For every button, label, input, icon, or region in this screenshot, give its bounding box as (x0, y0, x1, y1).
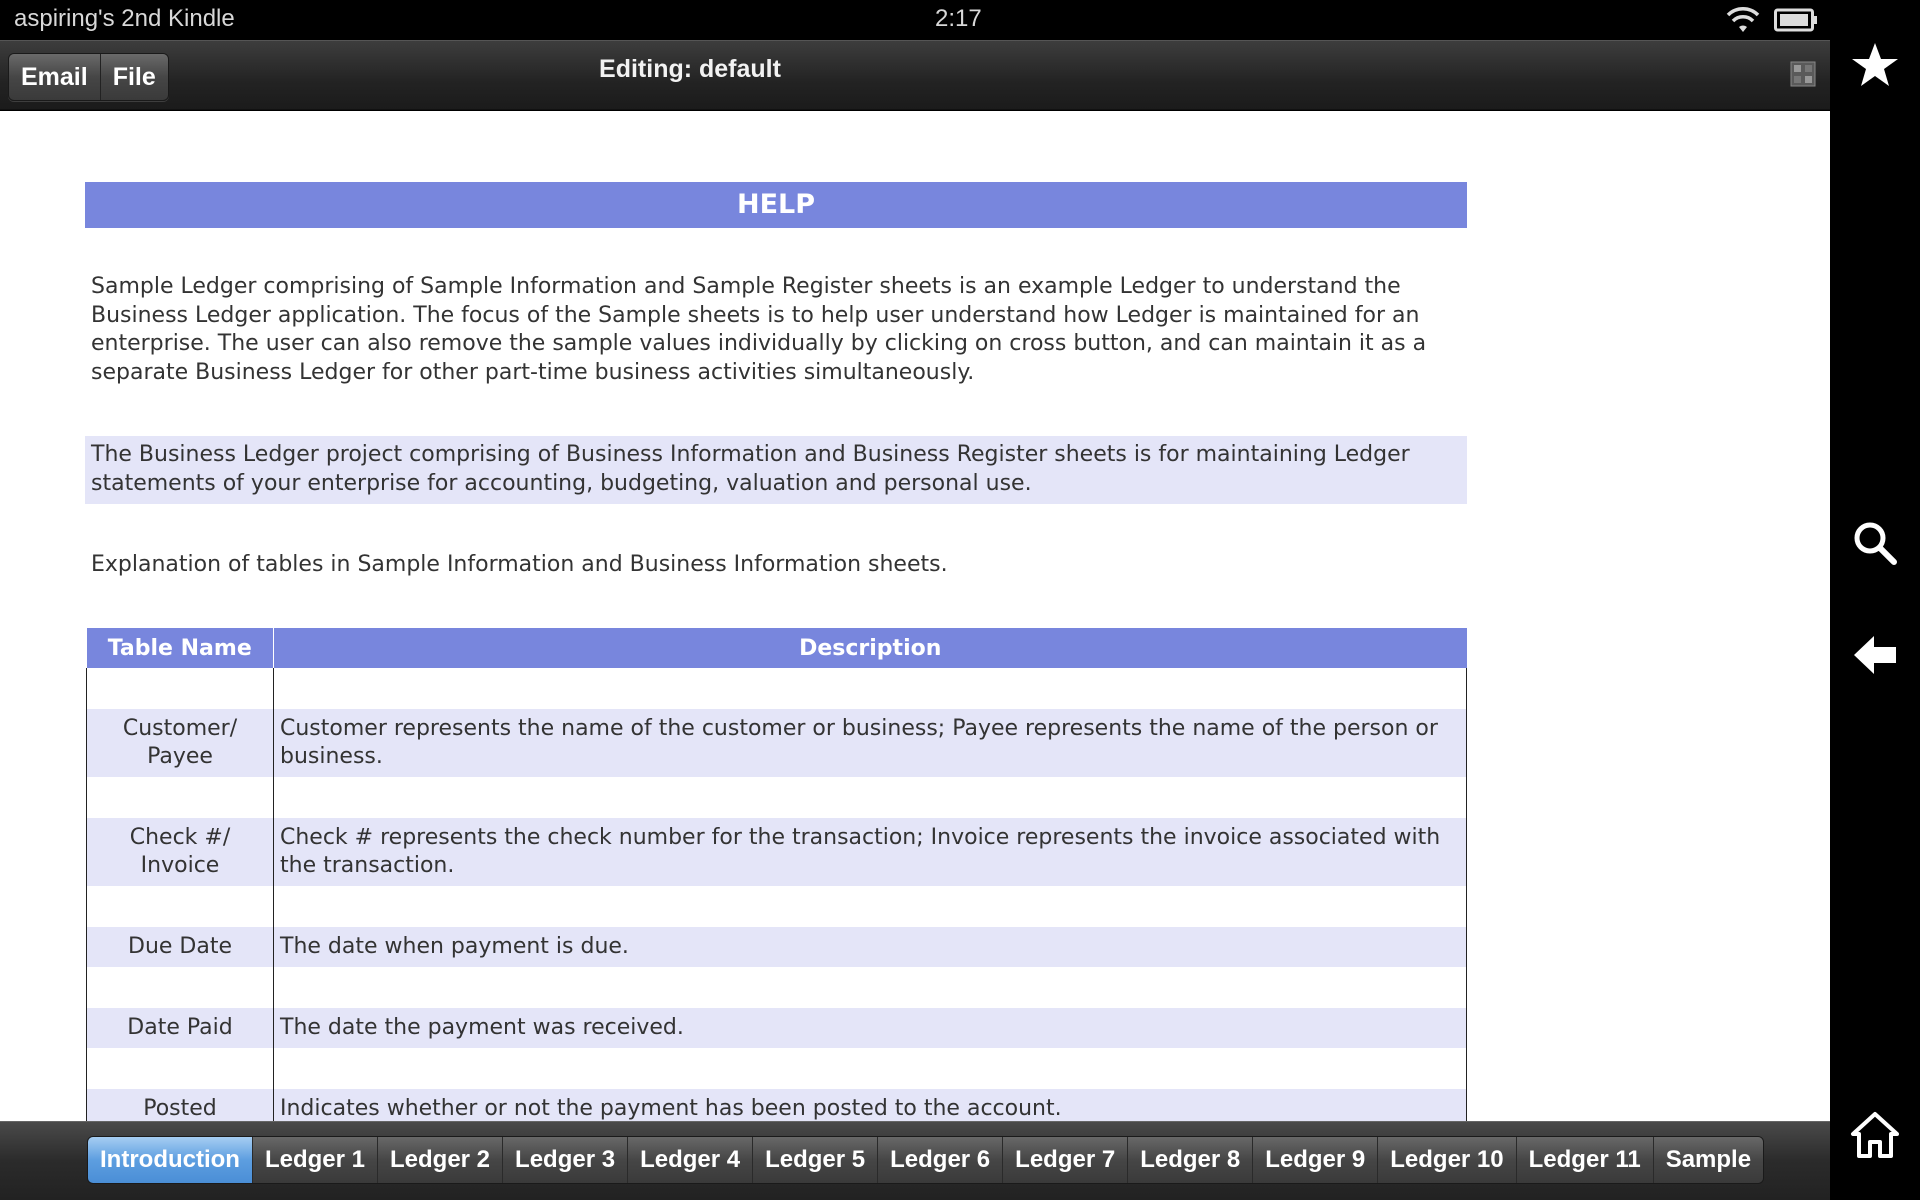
help-header: HELP (85, 182, 1467, 228)
table-spacer (87, 967, 1467, 1008)
table-row (87, 818, 1467, 886)
table-spacer (87, 777, 1467, 818)
table-header-row (87, 628, 1467, 668)
table-row (87, 1089, 1467, 1121)
table-header-name: Table Name (87, 628, 274, 668)
help-sheet (0, 111, 1830, 1121)
back-arrow-icon[interactable] (1850, 630, 1900, 680)
table-header-description: Description (274, 628, 1467, 668)
help-paragraph-business: The Business Ledger project comprising of Business Information and Business Register sheets is for maintaining Ledger statements of your enterprise for accounting, budgeting, valuation and personal use. (85, 436, 1467, 504)
system-bar (1830, 0, 1920, 1200)
tab-ledger-11[interactable]: Ledger 11 (1516, 1137, 1653, 1183)
home-icon[interactable] (1850, 1110, 1900, 1160)
tab-ledger-7[interactable]: Ledger 7 (1002, 1137, 1127, 1183)
grid-icon[interactable] (1790, 61, 1816, 87)
table-cell-name: Posted (87, 1089, 274, 1121)
table-cell-name: Date Paid (87, 1008, 274, 1048)
battery-icon (1774, 8, 1818, 32)
table-row (87, 927, 1467, 967)
table-spacer (87, 1048, 1467, 1089)
tab-introduction[interactable]: Introduction (88, 1137, 252, 1183)
tab-ledger-4[interactable]: Ledger 4 (627, 1137, 752, 1183)
search-icon[interactable] (1850, 518, 1900, 568)
clock: 2:17 (935, 5, 982, 32)
email-button[interactable]: Email (9, 54, 100, 100)
tab-ledger-1[interactable]: Ledger 1 (252, 1137, 377, 1183)
sheet-tab-bar (0, 1121, 1830, 1200)
tab-ledger-9[interactable]: Ledger 9 (1252, 1137, 1377, 1183)
table-spacer (87, 886, 1467, 927)
table-cell-name: Due Date (87, 927, 274, 967)
table-spacer (87, 668, 1467, 709)
tab-ledger-10[interactable]: Ledger 10 (1377, 1137, 1515, 1183)
table-cell-name: Check #/ Invoice (87, 818, 274, 886)
table-cell-description: Customer represents the name of the customer or business; Payee represents the name of the person or business. (274, 709, 1467, 777)
help-paragraph-sample: Sample Ledger comprising of Sample Information and Sample Register sheets is an example Ledger to understand the Business Ledger application. The focus of the Sample sheets is to help user understand how Ledger is maintained for an enterprise. The user can also remove the sample values individually by clicking on cross button, and can maintain it as a separate Business Ledger for other part-time business activities simultaneously. (91, 274, 1427, 385)
status-bar (0, 0, 1830, 40)
table-row (87, 1008, 1467, 1048)
star-icon[interactable] (1850, 40, 1900, 90)
sheet-tabs (87, 1136, 1764, 1184)
table-row (87, 709, 1467, 777)
file-button[interactable]: File (100, 54, 168, 100)
tab-ledger-8[interactable]: Ledger 8 (1127, 1137, 1252, 1183)
tab-ledger-3[interactable]: Ledger 3 (502, 1137, 627, 1183)
tab-sample[interactable]: Sample (1653, 1137, 1763, 1183)
table-cell-description: The date when payment is due. (274, 927, 1467, 967)
table-cell-description: Indicates whether or not the payment has been posted to the account. (274, 1089, 1467, 1121)
wifi-icon (1725, 6, 1761, 34)
help-table (86, 628, 1467, 1121)
title-bar (0, 40, 1830, 110)
table-cell-description: The date the payment was received. (274, 1008, 1467, 1048)
table-cell-description: Check # represents the check number for the transaction; Invoice represents the invoice associated with the transaction. (274, 818, 1467, 886)
help-paragraph-explanation: Explanation of tables in Sample Information and Business Information sheets. (91, 552, 948, 577)
tab-ledger-6[interactable]: Ledger 6 (877, 1137, 1002, 1183)
tab-ledger-5[interactable]: Ledger 5 (752, 1137, 877, 1183)
device-name: aspiring's 2nd Kindle (14, 5, 235, 32)
document-title: Editing: default (599, 55, 781, 83)
table-cell-name: Customer/ Payee (87, 709, 274, 777)
tab-ledger-2[interactable]: Ledger 2 (377, 1137, 502, 1183)
